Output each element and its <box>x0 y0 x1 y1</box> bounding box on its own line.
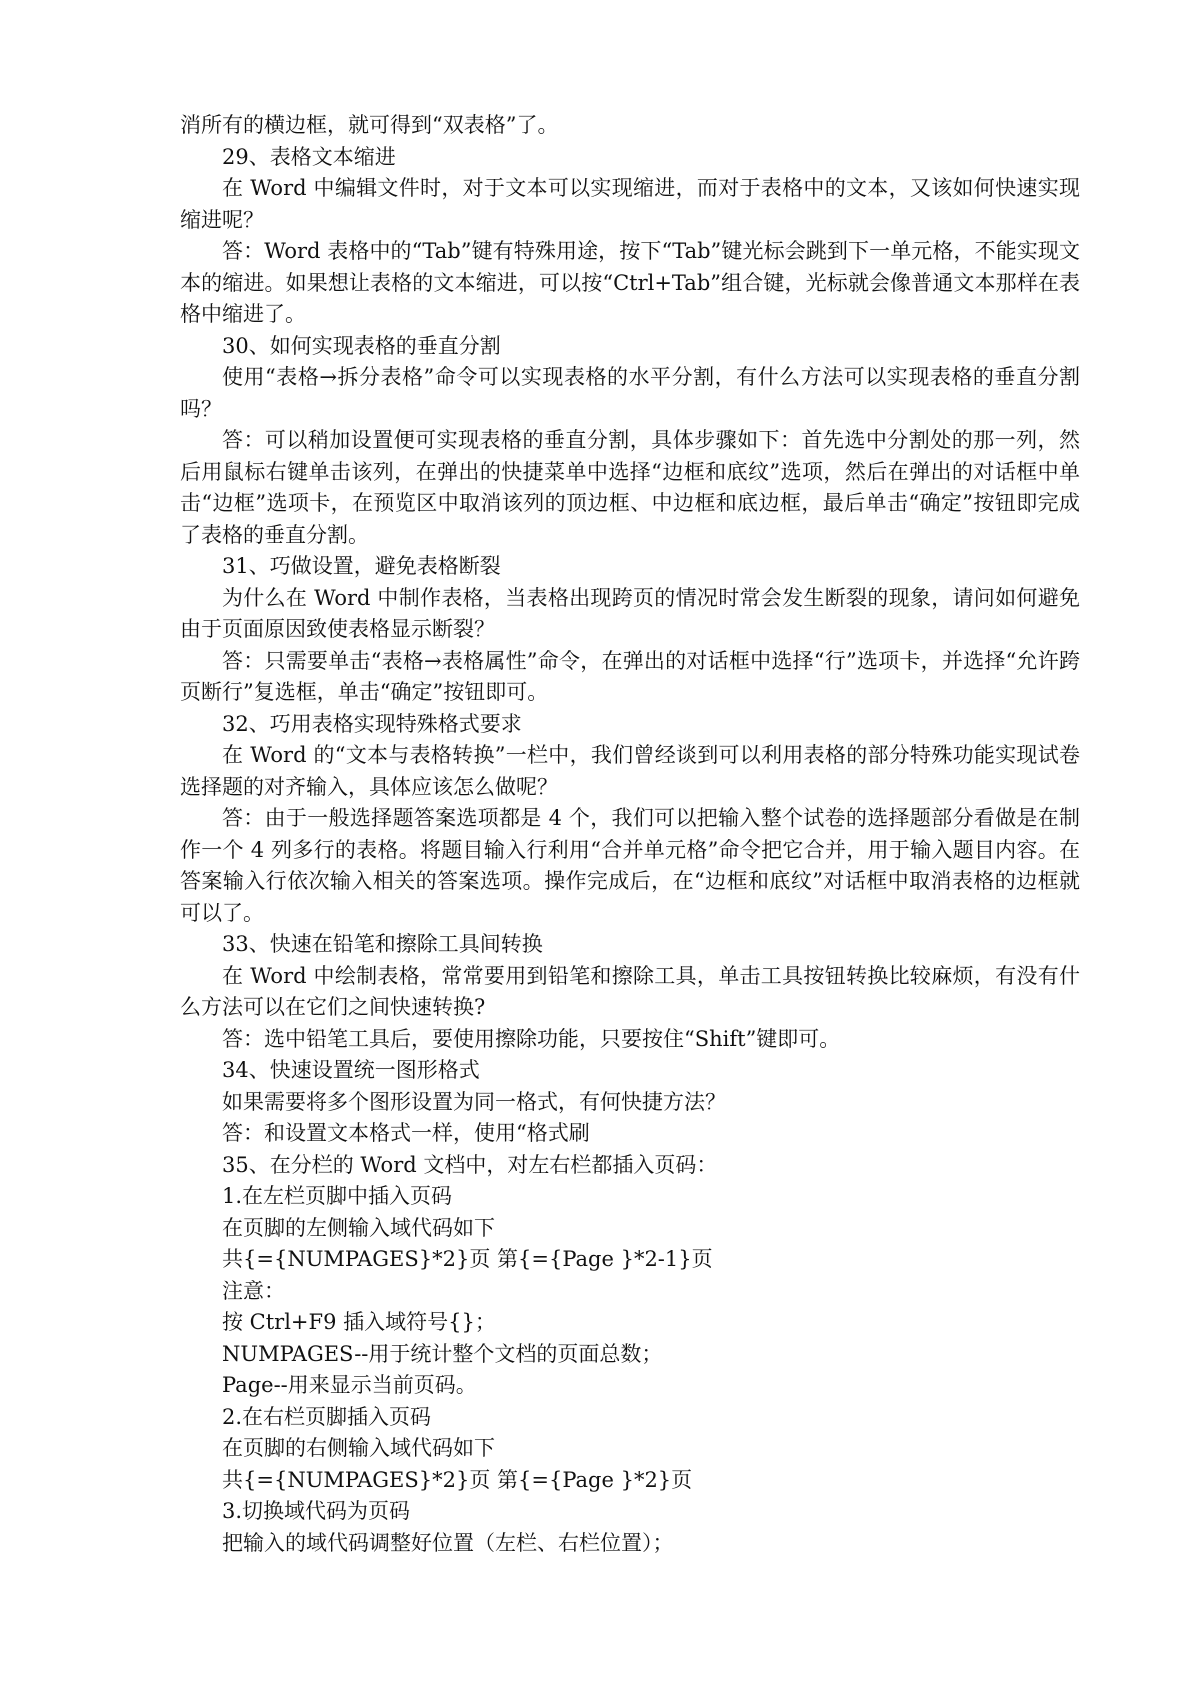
paragraph: 答：选中铅笔工具后，要使用擦除功能，只要按住“Shift”键即可。 <box>222 1026 841 1051</box>
paragraph: 在页脚的右侧输入域代码如下 <box>222 1436 495 1460</box>
paragraph: 答：和设置文本格式一样，使用“格式刷 <box>222 1121 590 1145</box>
paragraph: 3.切换域代码为页码 <box>222 1499 411 1523</box>
paragraph: 31、巧做设置，避免表格断裂 <box>222 554 501 578</box>
paragraph: 注意： <box>222 1278 285 1303</box>
paragraph: 35、在分栏的 Word 文档中，对左右栏都插入页码： <box>222 1152 718 1177</box>
paragraph: 按 Ctrl+F9 插入域符号{}； <box>222 1310 496 1334</box>
paragraph: 使用“表格→拆分表格”命令可以实现表格的水平分割，有什么方法可以实现表格的垂直分割吗？ <box>180 365 1080 421</box>
paragraph: 消所有的横边框，就可得到“双表格”了。 <box>180 113 559 137</box>
paragraph: 答：只需要单击“表格→表格属性”命令，在弹出的对话框中选择“行”选项卡，并选择“允许跨页断行”复选框，单击“确定”按钮即可。 <box>180 648 1080 704</box>
paragraph: 如果需要将多个图形设置为同一格式，有何快捷方法？ <box>222 1089 726 1114</box>
paragraph: 答：可以稍加设置便可实现表格的垂直分割，具体步骤如下：首先选中分割处的那一列，然后用鼠标右键单击该列，在弹出的快捷菜单中选择“边框和底纹”选项，然后在弹出的对话框中单击“边框”选项卡，在预览区中取消该列的顶边框、中边框和底边框，最后单击“确定”按钮即完成了表格的垂直分割。 <box>180 428 1080 547</box>
paragraph: 2.在右栏页脚插入页码 <box>222 1404 432 1429</box>
document-page <box>180 110 1080 1559</box>
paragraph: 答：Word 表格中的“Tab”键有特殊用途，按下“Tab”键光标会跳到下一单元格，不能实现文本的缩进。如果想让表格的文本缩进，可以按“Ctrl+Tab”组合键，光标就会像普通文本那样在表格中缩进了。 <box>180 239 1080 326</box>
paragraph: 共{={NUMPAGES}*2}页 第{={Page }*2-1}页 <box>222 1247 713 1271</box>
paragraph: 34、快速设置统一图形格式 <box>222 1058 480 1082</box>
paragraph: NUMPAGES--用于统计整个文档的页面总数； <box>222 1341 663 1366</box>
paragraph: 在页脚的左侧输入域代码如下 <box>222 1215 495 1240</box>
paragraph: 在 Word 的“文本与表格转换”一栏中，我们曾经谈到可以利用表格的部分特殊功能实现试卷选择题的对齐输入，具体应该怎么做呢？ <box>180 743 1080 799</box>
paragraph: 共{={NUMPAGES}*2}页 第{={Page }*2}页 <box>222 1467 693 1492</box>
paragraph: 在 Word 中编辑文件时，对于文本可以实现缩进，而对于表格中的文本，又该如何快速实现缩进呢？ <box>180 176 1080 232</box>
paragraph: 33、快速在铅笔和擦除工具间转换 <box>222 932 543 956</box>
paragraph: 为什么在 Word 中制作表格，当表格出现跨页的情况时常会发生断裂的现象，请问如何避免由于页面原因致使表格显示断裂？ <box>180 585 1080 641</box>
paragraph: 30、如何实现表格的垂直分割 <box>222 333 501 358</box>
paragraph: 把输入的域代码调整好位置（左栏、右栏位置）； <box>222 1530 674 1555</box>
paragraph: 1.在左栏页脚中插入页码 <box>222 1184 453 1208</box>
paragraph: Page--用来显示当前页码。 <box>222 1373 477 1397</box>
paragraph: 答：由于一般选择题答案选项都是 4 个，我们可以把输入整个试卷的选择题部分看做是在制作一个 4 列多行的表格。将题目输入行利用“合并单元格”命令把它合并，用于输入题目内容。在答案输入行依次输入相关的答案选项。操作完成后，在“边框和底纹”对话框中取消表格的边框就可以了。 <box>180 806 1080 925</box>
paragraph: 在 Word 中绘制表格，常常要用到铅笔和擦除工具，单击工具按钮转换比较麻烦，有没有什么方法可以在它们之间快速转换? <box>180 963 1080 1019</box>
paragraph: 29、表格文本缩进 <box>222 144 396 169</box>
paragraph: 32、巧用表格实现特殊格式要求 <box>222 711 522 736</box>
